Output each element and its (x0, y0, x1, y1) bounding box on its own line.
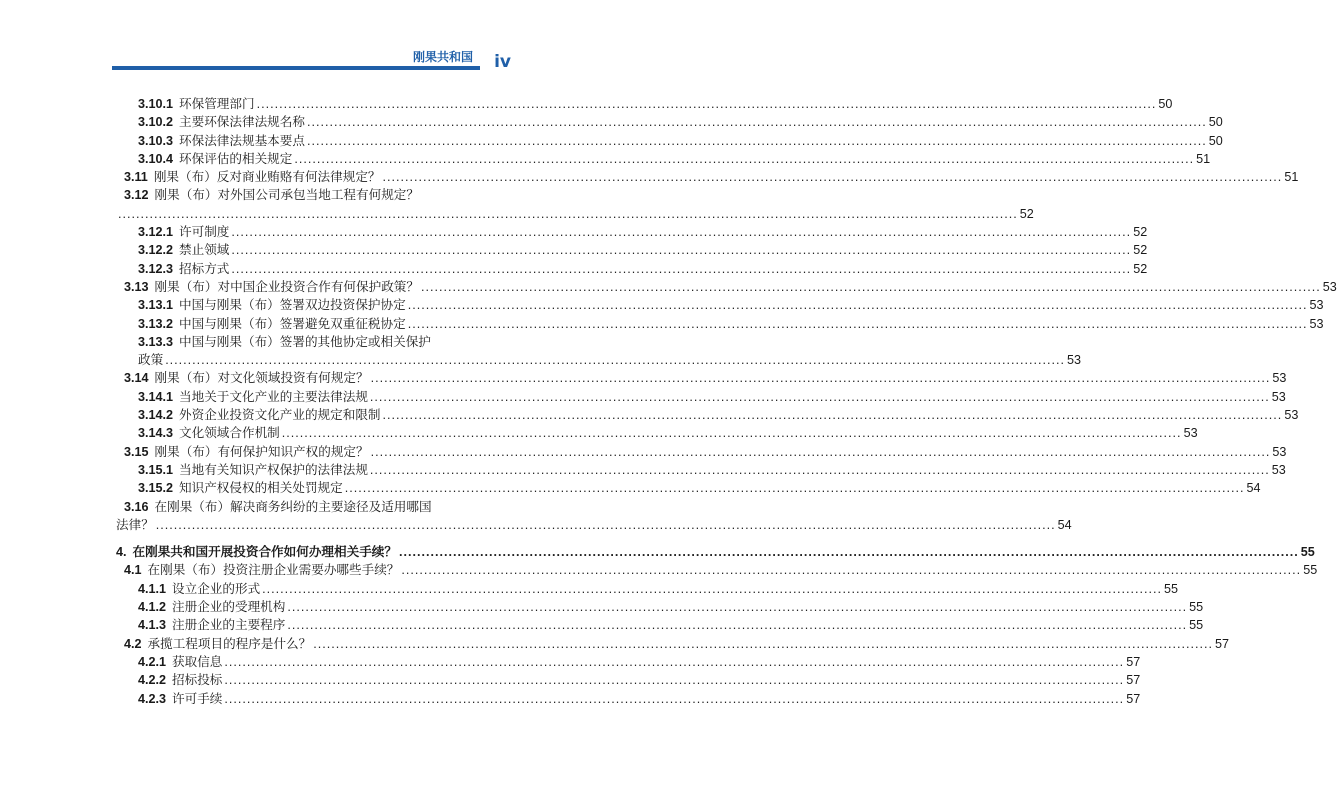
toc-entry-title: 获取信息 (172, 653, 223, 669)
toc-entry[interactable] (116, 260, 1148, 278)
dot-leader: ........................................................................................................................................................................................................ (224, 691, 1125, 706)
dot-leader: ........................................................................................................................................................................................................ (313, 636, 1214, 651)
dot-leader: ........................................................................................................................................................................................................ (294, 151, 1195, 166)
toc-entry-page: 53 (1322, 279, 1337, 294)
toc-entry[interactable] (116, 671, 1141, 689)
toc-entry-page: 57 (1126, 654, 1141, 669)
toc-entry-title: 刚果（布）有何保护知识产权的规定？ (154, 443, 369, 459)
toc-entry[interactable] (116, 479, 1261, 497)
dot-leader: ........................................................................................................................................................................................................ (287, 618, 1188, 633)
toc-entry[interactable] (116, 580, 1178, 598)
dot-leader: ........................................................................................................................................................................................................ (344, 481, 1245, 496)
dot-leader: ........................................................................................................................................................................................................ (407, 316, 1308, 331)
header-rule (112, 66, 480, 70)
toc-entry-number: 3.12.1 (138, 225, 174, 240)
toc-entry-title: 注册企业的受理机构 (172, 599, 286, 615)
toc-entry-page: 57 (1126, 673, 1141, 688)
toc-entry-title: 中国与刚果（布）签署双边投资保护协定 (179, 297, 406, 313)
toc-entry-number: 3.14.2 (138, 408, 174, 423)
toc-entry[interactable] (116, 369, 1287, 387)
toc-entry-number: 3.15 (124, 444, 149, 459)
toc-entry-title: 当地关于文化产业的主要法律法规 (179, 388, 368, 404)
toc-entry-title: 承揽工程项目的程序是什么？ (147, 635, 312, 651)
toc-entry-page: 52 (1133, 243, 1148, 258)
toc-entry-number: 3.11 (124, 170, 148, 185)
toc-entry-page: 52 (1019, 206, 1034, 221)
toc-entry-title: 刚果（布）对中国企业投资合作有何保护政策？ (154, 278, 419, 294)
toc-entry-title: 环保法律法规基本要点 (179, 132, 305, 148)
toc-entry[interactable] (116, 315, 1324, 333)
dot-leader: ........................................................................................................................................................................................................ (231, 225, 1132, 240)
dot-leader: ........................................................................................................................................................................................................ (306, 133, 1207, 148)
toc-entry[interactable] (116, 443, 1287, 461)
toc-entry-title: 注册企业的主要程序 (172, 617, 286, 633)
toc-entry[interactable] (116, 205, 1034, 223)
toc-entry-title: 中国与刚果（布）签署避免双重征税协定 (179, 315, 406, 331)
dot-leader: ........................................................................................................................................................................................................ (398, 545, 1299, 560)
dot-leader: ........................................................................................................................................................................................................ (382, 170, 1283, 185)
toc-entry-title: 禁止领域 (179, 242, 230, 258)
toc-entry-number: 3.15.2 (138, 481, 174, 496)
toc-entry[interactable] (116, 498, 470, 516)
toc-entry-title: 设立企业的形式 (172, 580, 261, 596)
toc-entry-title: 当地有关知识产权保护的法律法规 (179, 461, 368, 477)
toc-entry[interactable] (116, 598, 1204, 616)
toc-entry[interactable] (116, 168, 1299, 186)
toc-entry-title: 政策 (138, 352, 164, 368)
dot-leader: ........................................................................................................................................................................................................ (370, 371, 1271, 386)
toc-entry-title: 法律？ (116, 516, 154, 532)
dot-leader: ........................................................................................................................................................................................................ (165, 353, 1065, 368)
toc-entry-page: 55 (1163, 581, 1178, 596)
toc-entry-title: 在刚果（布）解决商务纠纷的主要途径及适用哪国 (154, 498, 432, 514)
toc-entry-number: 3.14.3 (138, 426, 174, 441)
dot-leader: ........................................................................................................................................................................................................ (407, 298, 1308, 313)
toc-entry-page: 55 (1300, 545, 1315, 560)
toc-entry[interactable] (116, 296, 1324, 314)
toc-entry[interactable] (116, 223, 1148, 241)
page-number: iv (494, 52, 511, 72)
dot-leader: ........................................................................................................................................................................................................ (224, 673, 1125, 688)
toc-entry-number: 3.13 (124, 279, 149, 294)
toc-entry[interactable] (116, 186, 470, 204)
dot-leader: ........................................................................................................................................................................................................ (231, 243, 1132, 258)
dot-leader: ........................................................................................................................................................................................................ (118, 206, 1018, 221)
toc-entry-title: 环保评估的相关规定 (179, 150, 293, 166)
toc-entry-number: 3.12.2 (138, 243, 174, 258)
toc-entry-number: 3.13.1 (138, 298, 174, 313)
toc-entry-title: 中国与刚果（布）签署的其他协定或相关保护 (179, 333, 431, 349)
toc-entry[interactable] (116, 690, 1141, 708)
dot-leader: ........................................................................................................................................................................................................ (281, 426, 1182, 441)
toc-entry-page: 53 (1066, 353, 1081, 368)
toc-entry-page: 52 (1133, 225, 1148, 240)
toc-entry-page: 57 (1215, 636, 1230, 651)
toc-entry-title: 招标方式 (179, 260, 230, 276)
toc-entry-page: 55 (1189, 618, 1204, 633)
dot-leader: ........................................................................................................................................................................................................ (256, 97, 1157, 111)
toc-entry-page: 55 (1303, 563, 1318, 578)
toc-entry-page: 55 (1189, 600, 1204, 615)
toc-entry-number: 4.2.1 (138, 654, 167, 669)
toc-entry[interactable] (116, 333, 470, 351)
toc-entry-page: 52 (1133, 261, 1148, 276)
toc-entry-number: 3.14 (124, 371, 149, 386)
table-of-contents (116, 95, 1337, 708)
toc-entry[interactable] (116, 95, 1173, 113)
toc-entry-page: 53 (1271, 389, 1286, 404)
toc-entry[interactable] (116, 388, 1286, 406)
toc-entry-page: 54 (1246, 481, 1261, 496)
toc-entry-page: 53 (1272, 444, 1287, 459)
toc-entry-page: 51 (1284, 170, 1299, 185)
toc-entry-title: 环保管理部门 (179, 96, 255, 111)
toc-entry-number: 3.10.1 (138, 97, 174, 111)
toc-entry-number: 3.10.3 (138, 133, 174, 148)
toc-entry-page: 50 (1158, 97, 1173, 111)
dot-leader: ........................................................................................................................................................................................................ (369, 462, 1270, 477)
toc-entry-page: 53 (1271, 462, 1286, 477)
toc-entry-number: 3.12 (124, 188, 149, 203)
toc-entry-title: 刚果（布）反对商业贿赂有何法律规定？ (153, 169, 381, 185)
toc-entry-title: 刚果（布）对文化领域投资有何规定？ (154, 370, 369, 386)
toc-entry-title: 文化领域合作机制 (179, 425, 280, 441)
toc-entry-number: 4.1 (124, 563, 142, 578)
toc-entry[interactable] (116, 616, 1204, 634)
toc-entry-title: 招标投标 (172, 672, 223, 688)
toc-entry-title: 在刚果（布）投资注册企业需要办哪些手续？ (147, 562, 400, 578)
toc-entry-page: 50 (1208, 133, 1223, 148)
toc-entry[interactable] (116, 132, 1223, 150)
dot-leader: ........................................................................................................................................................................................................ (370, 444, 1271, 459)
toc-entry-number: 3.12.3 (138, 261, 174, 276)
toc-entry-title: 刚果（布）对外国公司承包当地工程有何规定？ (154, 187, 419, 203)
dot-leader: ........................................................................................................................................................................................................ (231, 261, 1132, 276)
toc-entry-page: 53 (1309, 316, 1324, 331)
toc-entry-page: 51 (1196, 151, 1211, 166)
toc-entry[interactable] (116, 241, 1148, 259)
toc-entry-number: 3.13.3 (138, 334, 174, 349)
toc-entry-number: 4.1.1 (138, 581, 167, 596)
dot-leader: ........................................................................................................................................................................................................ (382, 408, 1283, 423)
toc-entry-page: 57 (1126, 691, 1141, 706)
toc-entry-number: 3.10.4 (138, 151, 174, 166)
dot-leader: ........................................................................................................................................................................................................ (420, 279, 1321, 294)
dot-leader: ........................................................................................................................................................................................................ (224, 654, 1125, 669)
toc-entry-number: 4.1.3 (138, 618, 167, 633)
toc-entry[interactable] (116, 516, 1072, 534)
toc-entry-number: 3.10.2 (138, 115, 174, 130)
dot-leader: ........................................................................................................................................................................................................ (287, 600, 1188, 615)
toc-entry-title: 知识产权侵权的相关处罚规定 (179, 480, 343, 496)
toc-entry-number: 3.14.1 (138, 389, 174, 404)
running-header-title: 刚果共和国 (412, 50, 473, 64)
toc-entry[interactable] (116, 351, 1081, 369)
toc-entry[interactable] (116, 406, 1299, 424)
dot-leader: ........................................................................................................................................................................................................ (369, 389, 1270, 404)
toc-entry[interactable] (116, 635, 1230, 653)
toc-entry[interactable] (116, 278, 1337, 296)
toc-entry-page: 54 (1057, 517, 1072, 532)
dot-leader: ........................................................................................................................................................................................................ (401, 563, 1302, 578)
toc-entry[interactable] (116, 543, 1315, 561)
toc-entry-title: 主要环保法律法规名称 (179, 114, 305, 130)
toc-entry-number: 4. (116, 545, 127, 560)
dot-leader: ........................................................................................................................................................................................................ (306, 115, 1207, 130)
toc-entry-page: 53 (1284, 408, 1299, 423)
toc-entry-page: 53 (1309, 298, 1324, 313)
toc-entry[interactable] (116, 113, 1223, 131)
toc-entry-title: 外资企业投资文化产业的规定和限制 (179, 407, 381, 423)
toc-entry[interactable] (116, 653, 1141, 671)
toc-entry[interactable] (116, 150, 1211, 168)
dot-leader: ........................................................................................................................................................................................................ (262, 581, 1162, 596)
toc-entry-number: 4.1.2 (138, 600, 167, 615)
toc-entry-number: 4.2.2 (138, 673, 167, 688)
dot-leader: ........................................................................................................................................................................................................ (155, 517, 1056, 532)
toc-entry[interactable] (116, 424, 1198, 442)
toc-entry-title: 许可制度 (179, 224, 230, 240)
toc-entry[interactable] (116, 461, 1286, 479)
toc-entry-number: 4.2.3 (138, 691, 167, 706)
toc-entry-page: 50 (1208, 115, 1223, 130)
toc-entry-title: 许可手续 (172, 690, 223, 706)
toc-entry-number: 4.2 (124, 636, 142, 651)
toc-entry-number: 3.15.1 (138, 462, 174, 477)
toc-entry[interactable] (116, 561, 1318, 579)
toc-entry-page: 53 (1272, 371, 1287, 386)
toc-entry-number: 3.13.2 (138, 316, 174, 331)
toc-entry-title: 在刚果共和国开展投资合作如何办理相关手续？ (132, 544, 397, 560)
toc-entry-number: 3.16 (124, 499, 149, 514)
toc-entry-page: 53 (1183, 426, 1198, 441)
